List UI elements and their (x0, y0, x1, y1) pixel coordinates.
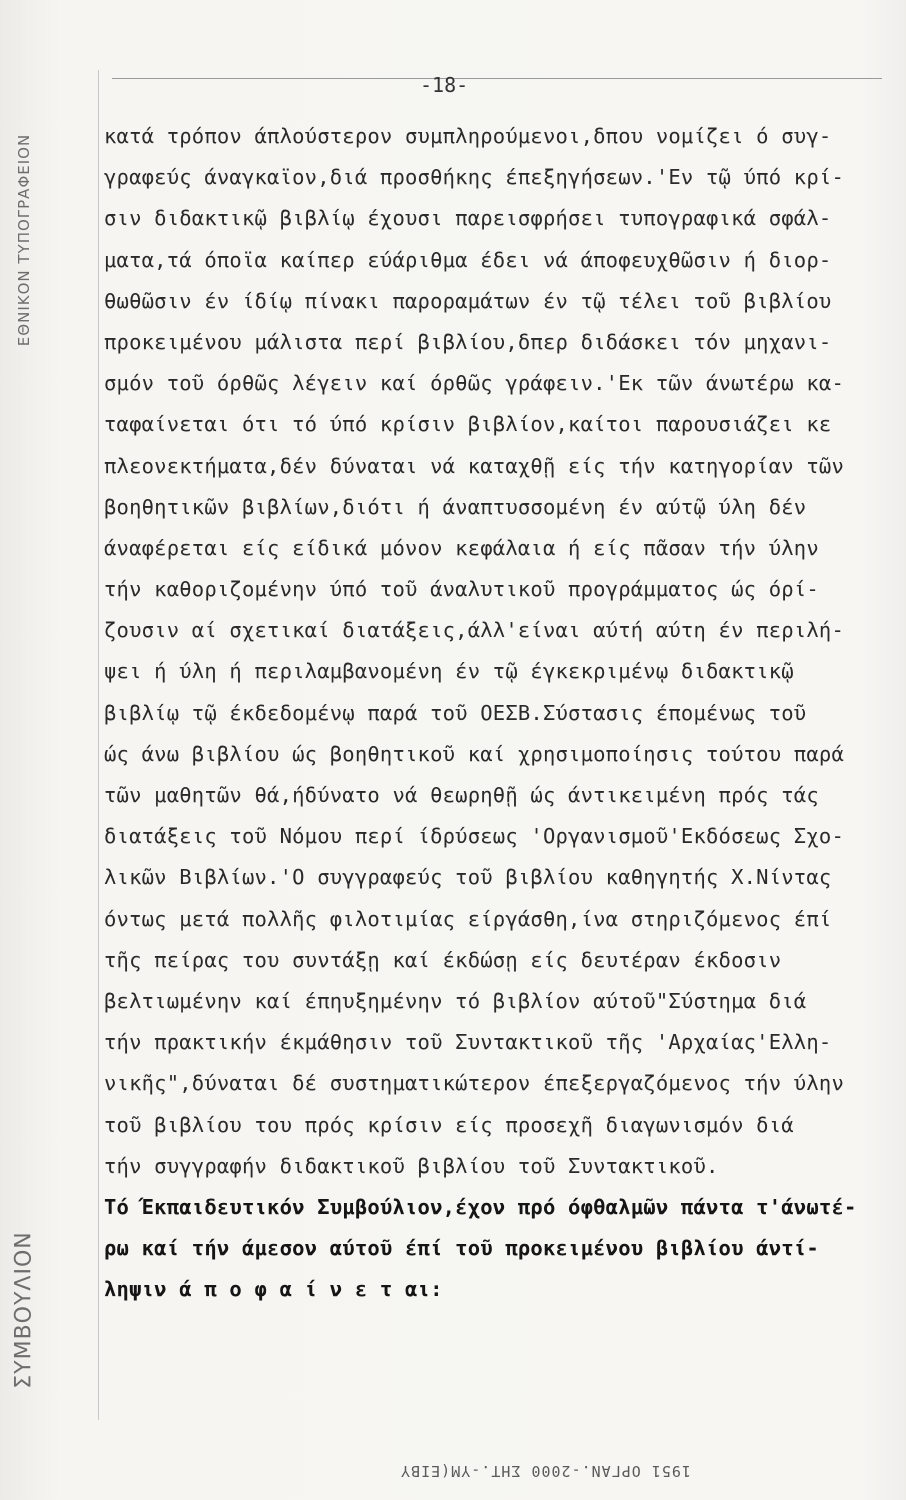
text-line: τήν πρακτικήν έκμάθησιν τοῦ Συντακτικοῦ τῆς 'Αρχαίας'Ελλη- (104, 1030, 832, 1055)
top-rule (112, 78, 882, 79)
text-line: τῶν μαθητῶν θά,ήδύνατο νά θεωρηθῇ ώς άντικειμένη πρός τάς (104, 783, 819, 807)
text-line: λικῶν Βιβλίων.'Ο συγγραφεύς τοῦ βιβλίου καθηγητής Χ.Νίντας (104, 865, 832, 890)
text-line: ληψιν ά π ο φ α ί ν ε τ αι: (104, 1277, 443, 1302)
text-line: σμόν τοῦ όρθῶς λέγειν καί όρθῶς γράφειν.'Εκ τῶν άνωτέρω κα- (104, 371, 844, 396)
text-line: ψει ή ύλη ή περιλαμβανομένη έν τῷ έγκεκριμένῳ διδακτικῷ (104, 659, 794, 684)
text-line: γραφεύς άναγκαϊον,διά προσθήκης έπεξηγήσεων.'Εν τῷ ύπό κρί- (104, 165, 844, 190)
text-line: ταφαίνεται ότι τό ύπό κρίσιν βιβλίον,καίτοι παρουσιάζει κε (104, 412, 832, 437)
text-line: σιν διδακτικῷ βιβλίῳ έχουσι παρεισφρήσει τυπογραφικά σφάλ- (104, 206, 832, 231)
text-line: Τό Έκπαιδευτικόν Συμβούλιον,έχον πρό όφθαλμῶν πάντα τ'άνωτέ- (104, 1194, 857, 1219)
text-line: ώς άνω βιβλίου ώς βοηθητικοῦ καί χρησιμοποίησις τούτου παρά (104, 741, 844, 766)
side-stamp-bottom-text: ΣΥΜΒΟΥΛΙΟΝ (11, 1231, 37, 1389)
footer-imprint: 1951 ΟΡΓΑΝ.-2000 ΣΗΤ.-ΥΜ(ΕΙΒΥ (400, 1462, 691, 1480)
side-stamp-top-text: ΕΘΝΙΚΟΝ ΤΥΠΟΓΡΑΦΕΙΟΝ (15, 133, 33, 347)
text-line: πλεονεκτήματα,δέν δύναται νά καταχθῇ είς τήν κατηγορίαν τῶν (104, 453, 844, 478)
text-line: όντως μετά πολλῆς φιλοτιμίας είργάσθη,ίνα στηριζόμενος έπί (104, 906, 832, 931)
text-line: ματα,τά όποϊα καίπερ εύάριθμα έδει νά άποφευχθῶσιν ή διορ- (104, 247, 832, 272)
text-line: ζουσιν αί σχετικαί διατάξεις,άλλ'είναι αύτή αύτη έν περιλή- (104, 618, 844, 643)
side-stamp (4, 0, 44, 1500)
text-line: βοηθητικῶν βιβλίων,διότι ή άναπτυσσομένη έν αύτῷ ύλη δέν (104, 494, 807, 519)
text-line: κατά τρόπον άπλούστερον συμπληρούμενοι,δπου νομίζει ό συγ- (104, 124, 832, 148)
text-line: ρω καί τήν άμεσον αύτοῦ έπί τοῦ προκειμένου βιβλίου άντί- (104, 1236, 819, 1261)
text-line: τήν συγγραφήν διδακτικοῦ βιβλίου τοῦ Συντακτικοῦ. (104, 1153, 719, 1178)
page-number: -18- (420, 73, 469, 97)
text-line: προκειμένου μάλιστα περί βιβλίου,δπερ διδάσκει τόν μηχανι- (104, 329, 832, 354)
text-line: βελτιωμένην καί έπηυξημένην τό βιβλίον αύτοῦ"Σύστημα διά (104, 988, 807, 1013)
text-line: τοῦ βιβλίου του πρός κρίσιν είς προσεχῆ διαγωνισμόν διά (104, 1112, 794, 1137)
margin-rule (98, 70, 99, 1420)
text-line: νικῆς",δύναται δέ συστηματικώτερον έπεξεργαζόμενος τήν ύλην (104, 1071, 844, 1096)
text-line: άναφέρεται είς είδικά μόνον κεφάλαια ή είς πᾶσαν τήν ύλην (104, 535, 819, 560)
text-line: βιβλίῳ τῷ έκδεδομένῳ παρά τοῦ ΟΕΣΒ.Σύστασις έπομένως τοῦ (104, 700, 807, 725)
text-line: θωθῶσιν έν ίδίῳ πίνακι παροραμάτων έν τῷ τέλει τοῦ βιβλίου (104, 288, 832, 313)
text-line: διατάξεις τοῦ Νόμου περί ίδρύσεως 'Οργανισμοῦ'Εκδόσεως Σχο- (104, 824, 844, 849)
text-line: τῆς πείρας του συντάξῃ καί έκδώσῃ είς δευτέραν έκδοσιν (104, 947, 782, 972)
typewritten-body (104, 116, 904, 1310)
text-line: τήν καθοριζομένην ύπό τοῦ άναλυτικοῦ προγράμματος ώς όρί- (104, 577, 819, 602)
